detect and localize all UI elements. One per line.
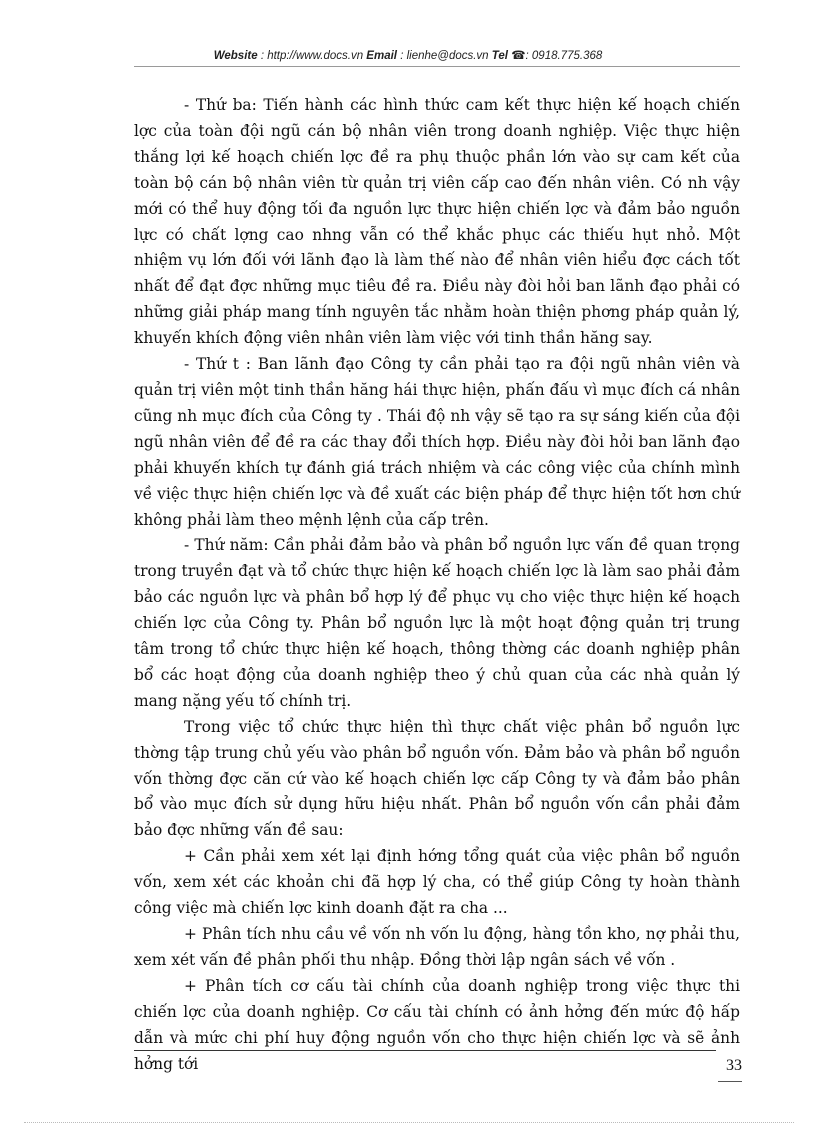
list-item-nhu-cau-von: + Phân tích nhu cầu về vốn nh vốn lu động, hàng tồn kho, nợ phải thu, xem xét vấn đề phân phối thu nhập. Đồng thời lập ngân sách về vốn . [134, 925, 740, 969]
page-header [0, 48, 816, 62]
website-label: Website [213, 50, 258, 62]
paragraph-thu-nam: - Thứ năm: Cần phải đảm bảo và phân bổ nguồn lực vấn đề quan trọng trong truyền đạt và tổ chức thực hiện kế hoạch chiến lợc là làm sao phải đảm bảo các nguồn lực và phân bổ hợp lý để phục vụ cho việc thực hiện kế hoạch chiến lợc của Công ty. Phân bổ nguồn lực là một hoạt động quản trị trung tâm trong tổ chức thực hiện kế hoạch, thông thờng các doanh nghiệp phân bổ các hoạt động của doanh nghiệp theo ý chủ quan của các nhà quản lý mang nặng yếu tố chính trị. [134, 536, 740, 710]
footer-divider [134, 1050, 716, 1051]
paragraph-thu-ba: - Thứ ba: Tiến hành các hình thức cam kết thực hiện kế hoạch chiến lợc của toàn đội ngũ cán bộ nhân viên trong doanh nghiệp. Việc thực hiện thắng lợi kế hoạch chiến lợc đề ra phụ thuộc phần lớn vào sự cam kết của toàn bộ cán bộ nhân viên từ quản trị viên cấp cao đến nhân viên. Có nh vậy mới có thể huy động tối đa nguồn lực thực hiện chiến lợc và đảm bảo nguồn lực có chất lợng cao nhng vẫn có thể khắc phục các thiếu hụt nhỏ. Một nhiệm vụ lớn đối với lãnh đạo là làm thế nào để nhân viên hiểu đợc cách tốt nhất để đạt đợc những mục tiêu đề ra. Điều này đòi hỏi ban lãnh đạo phải có những giải pháp mang tính nguyên tắc nhằm hoàn thiện phơng pháp quản lý, khuyến khích động viên nhân viên làm việc với tinh thần hăng say. [134, 96, 740, 348]
website-url[interactable]: : http://www.docs.vn [260, 50, 364, 62]
email-label: Email [366, 50, 397, 62]
page-number-underline [718, 1081, 742, 1082]
list-item-dinh-huong: + Cần phải xem xét lại định hớng tổng quát của việc phân bổ nguồn vốn, xem xét các khoản chi đã hợp lý cha, có thể giúp Công ty hoàn thành công việc mà chiến lợc kinh doanh đặt ra cha ... [134, 847, 740, 918]
paragraph-thu-tu: - Thứ t : Ban lãnh đạo Công ty cần phải tạo ra đội ngũ nhân viên và quản trị viên một tinh thần hăng hái thực hiện, phấn đấu vì mục đích cá nhân cũng nh mục đích của Công ty . Thái độ nh vậy sẽ tạo ra sự sáng kiến của đội ngũ nhân viên để đề ra các thay đổi thích hợp. Điều này đòi hỏi ban lãnh đạo phải khuyến khích tự đánh giá trách nhiệm và các công việc của chính mình về việc thực hiện chiến lợc và đề xuất các biện pháp để thực hiện tốt hơn chứ không phải làm theo mệnh lệnh của cấp trên. [134, 355, 740, 529]
tel-label: Tel [491, 50, 508, 62]
header-divider [134, 66, 740, 67]
page-number: 33 [726, 1057, 742, 1074]
list-item-co-cau-tai-chinh: + Phân tích cơ cấu tài chính của doanh nghiệp trong việc thực thi chiến lợc của doanh nghiệp. Cơ cấu tài chính có ảnh hởng đến mức độ hấp dẫn và mức chi phí huy động nguồn vốn cho thực hiện chiến lợc và sẽ ảnh hởng tới [134, 976, 740, 1073]
paragraph-phan-bo-nguon-von: Trong việc tổ chức thực hiện thì thực chất việc phân bổ nguồn lực thờng tập trung chủ yếu vào phân bổ nguồn vốn. Đảm bảo và phân bổ nguồn vốn thờng đợc căn cứ vào kế hoạch chiến lợc cấp Công ty và đảm bảo phân bổ vào mục đích sử dụng hữu hiệu nhất. Phân bổ nguồn vốn cần phải đảm bảo đợc những vấn đề sau: [134, 717, 740, 840]
email-value[interactable]: : lienhe@docs.vn [400, 50, 489, 62]
body-text [134, 93, 740, 1077]
tel-value: ☎: 0918.775.368 [511, 50, 603, 62]
